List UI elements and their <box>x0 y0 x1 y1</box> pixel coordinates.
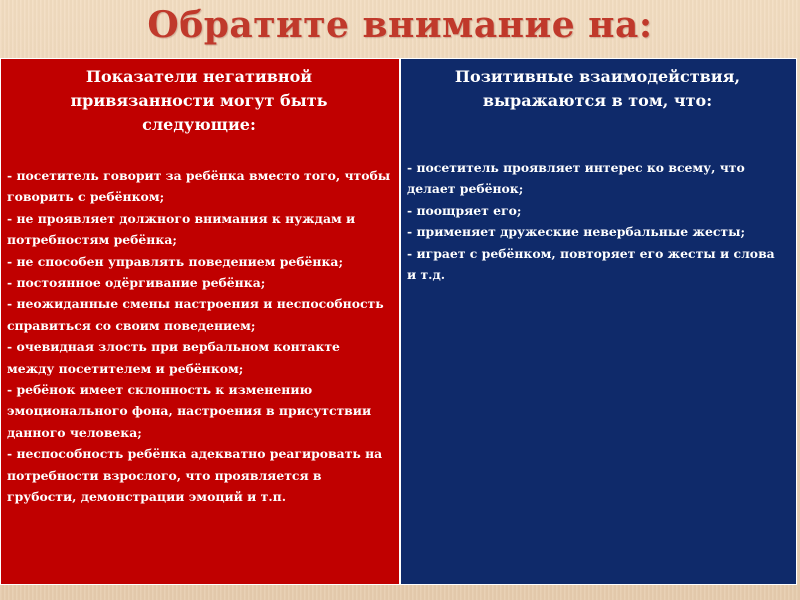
list-item: - играет с ребёнком, повторяет его жесты и слова и т.д. <box>407 245 775 283</box>
positive-column-header: Позитивные взаимодействия, выражаются в том, что: <box>454 67 741 110</box>
slide-title: Обратите внимание на: <box>147 4 653 46</box>
list-item: - неожиданные смены настроения и неспособность справиться со своим поведением; <box>7 296 384 333</box>
negative-attachment-column <box>1 59 401 584</box>
list-item: - посетитель проявляет интерес ко всему, что делает ребёнок; <box>407 160 745 197</box>
list-item: - не способен управлять поведением ребёнка; <box>7 253 344 269</box>
list-item: - неспособность ребёнка адекватно реагировать на потребности взрослого, что проявляется в грубости, демонстрации эмоций и т.п. <box>7 446 383 505</box>
list-item: - поощряет его; <box>407 202 522 218</box>
positive-interaction-column <box>401 59 796 584</box>
list-item: - ребёнок имеет склонность к изменению эмоционального фона, настроения в присутствии данного человека; <box>7 382 372 440</box>
comparison-table <box>0 58 797 585</box>
negative-indicators-list <box>7 165 391 508</box>
negative-column-header: Показатели негативной привязанности могут быть следующие: <box>70 67 328 134</box>
list-item: - постоянное одёргивание ребёнка; <box>7 275 266 291</box>
list-item: - очевидная злость при вербальном контакте между посетителем и ребёнком; <box>7 339 340 376</box>
list-item: - посетитель говорит за ребёнка вместо того, чтобы говорить с ребёнком; <box>7 168 391 205</box>
positive-interactions-list <box>407 157 788 285</box>
list-item: - применяет дружеские невербальные жесты; <box>407 224 746 240</box>
list-item: - не проявляет должного внимания к нуждам и потребностям ребёнка; <box>7 210 356 248</box>
